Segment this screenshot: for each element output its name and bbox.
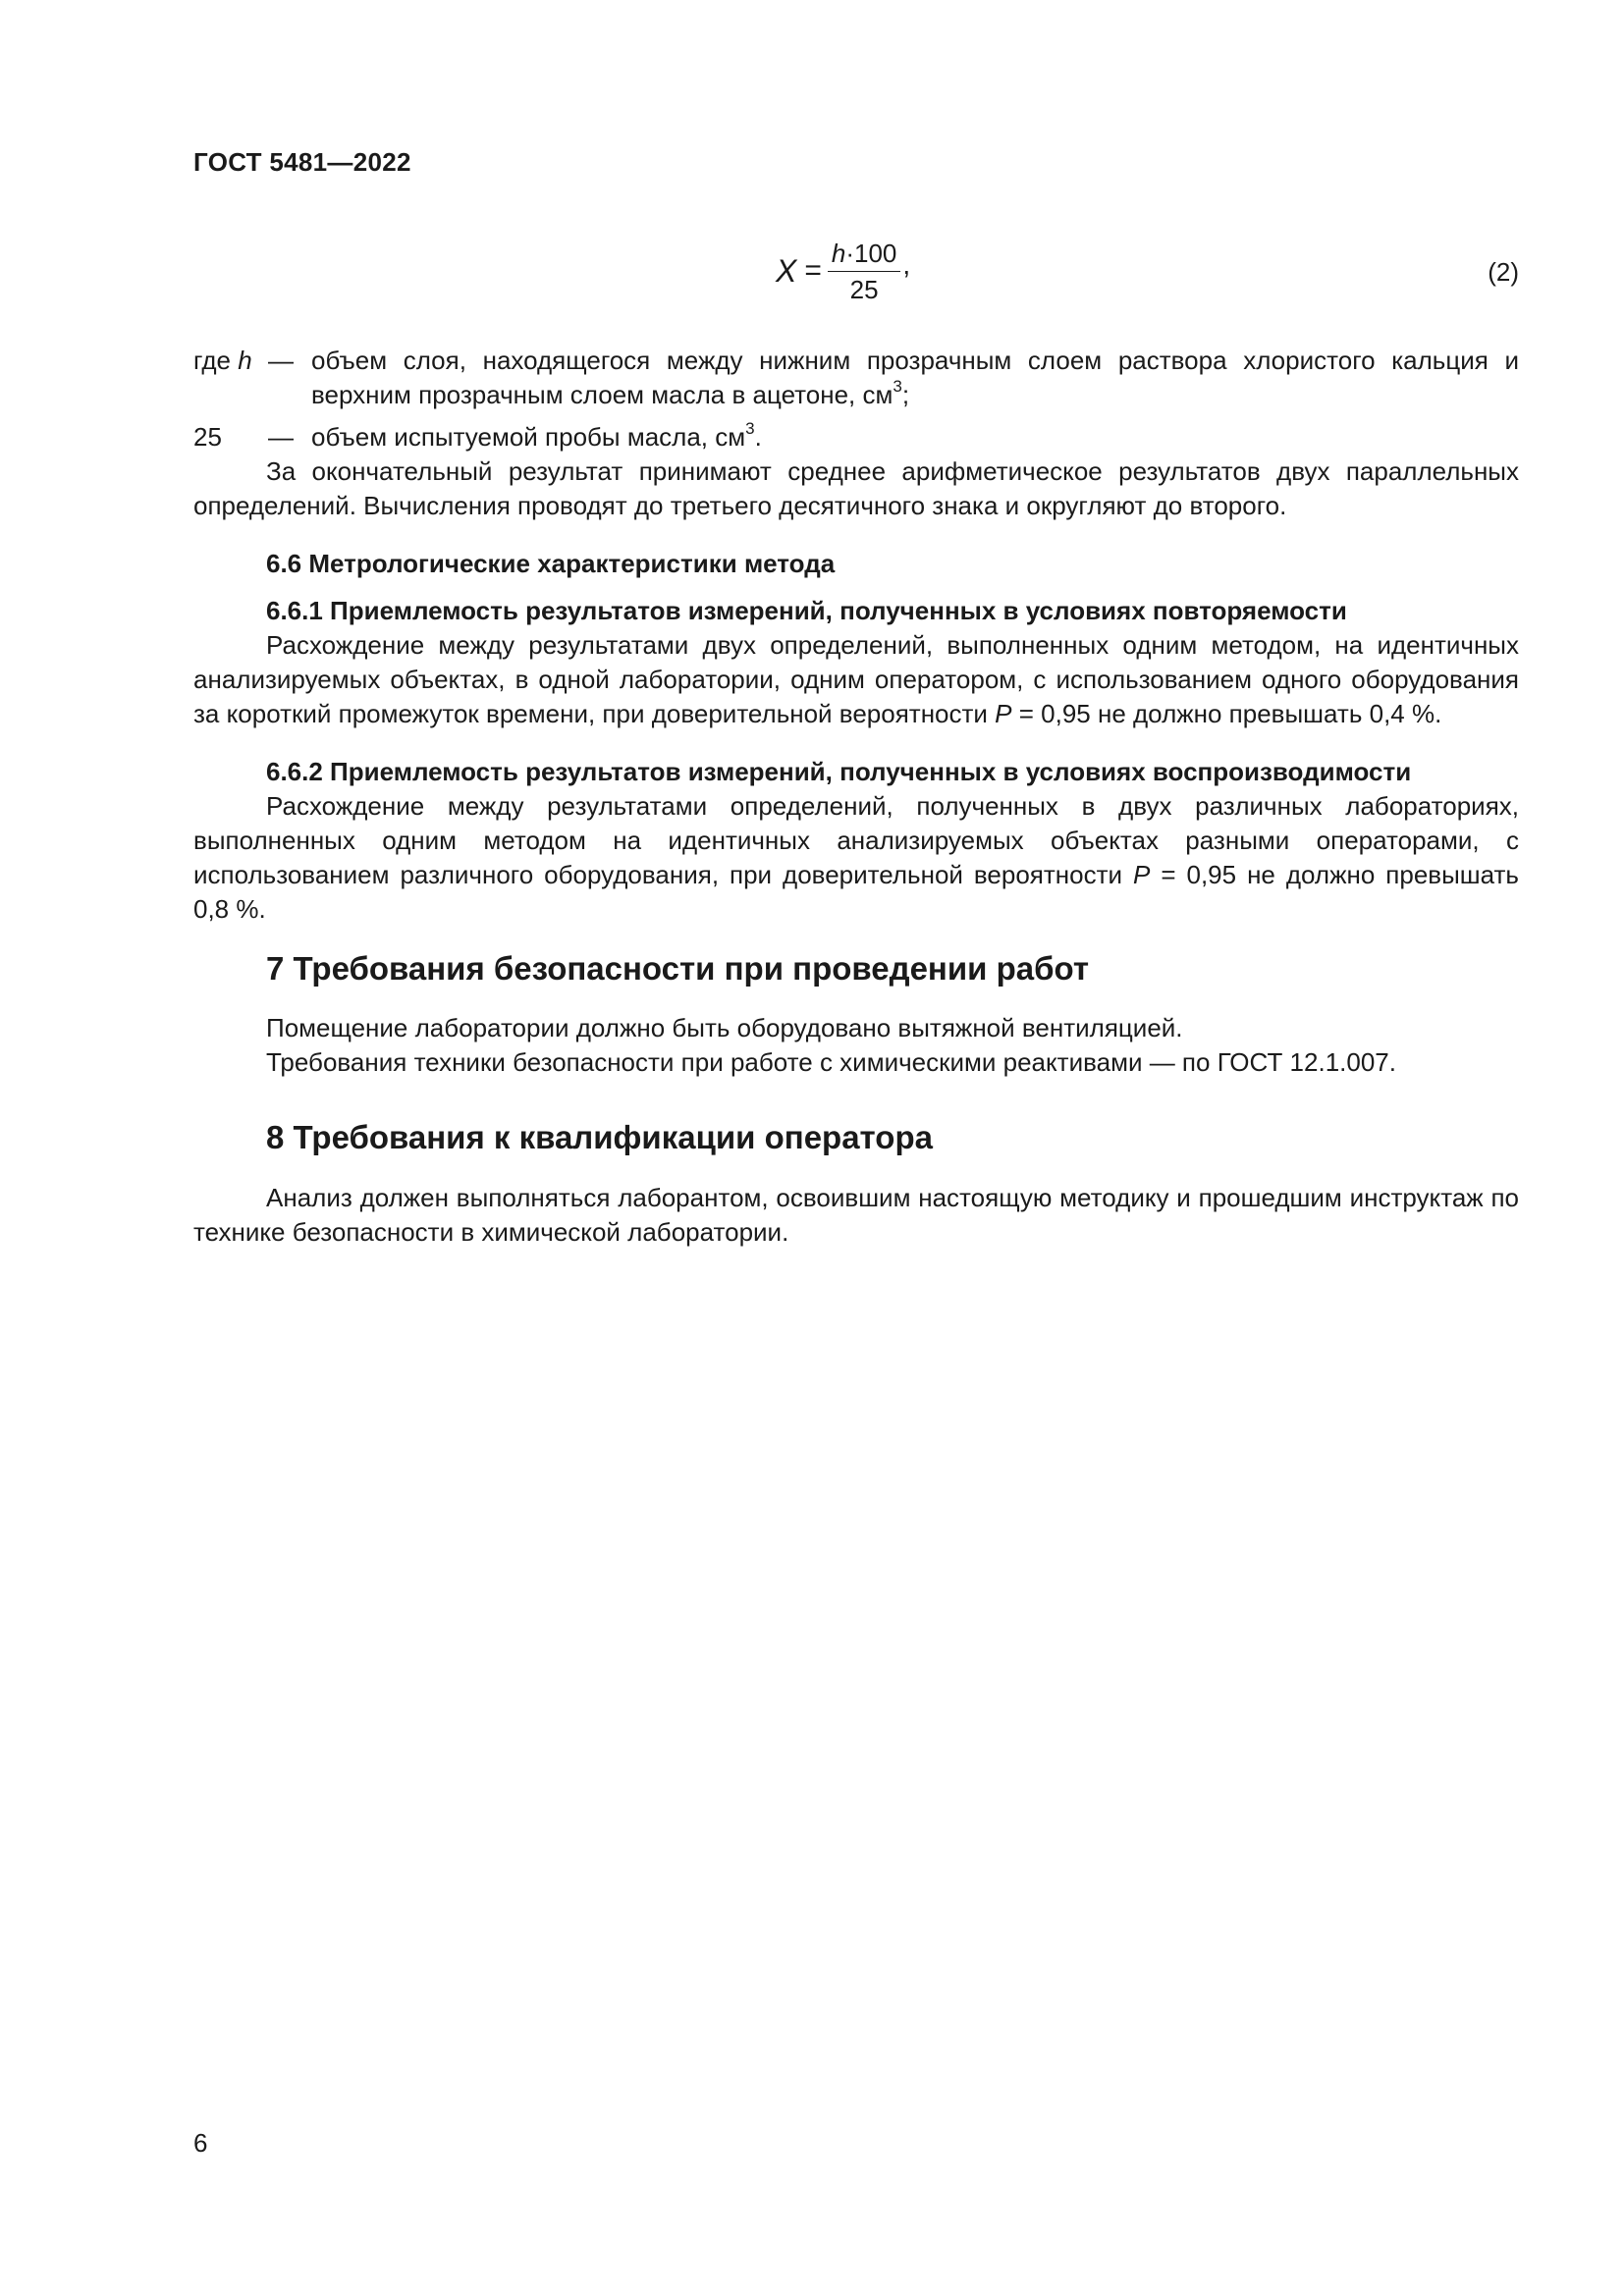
where-row-25 [193, 420, 1519, 454]
variable-p: P [1133, 860, 1151, 889]
page-number: 6 [193, 2128, 208, 2158]
where-text [311, 420, 1519, 454]
where-dash: — [268, 422, 294, 452]
formula-numerator [828, 238, 901, 269]
heading-section-7: 7 Требования безопасности при проведении работ [266, 950, 1089, 987]
heading-6-6: 6.6 Метрологические характеристики метода [266, 549, 836, 578]
where-superscript: 3 [745, 419, 755, 438]
formula-trailing: , [902, 249, 911, 280]
paragraph-7-line-1: Помещение лаборатории должно быть оборудовано вытяжной вентиляцией. [266, 1013, 1183, 1042]
formula-fraction [828, 238, 901, 305]
formula [776, 232, 910, 310]
formula-numerator-rest: ·100 [845, 238, 897, 268]
where-text-body: объем слоя, находящегося между нижним прозрачным слоем раствора хлористого кальция и верхним прозрачным слоем масла в ацетоне, см [311, 346, 1519, 409]
where-text-body: объем испытуемой пробы масла, см [311, 422, 746, 452]
where-text-end: . [754, 422, 762, 452]
where-dash: — [268, 346, 294, 375]
where-prefix: где [193, 346, 231, 375]
paragraph-6-6-1-text-a: Расхождение между результатами двух определений, выполненных одним методом, на идентичных анализируемых объектах, в одной лаборатории, одним оператором, с использованием одного оборудования за короткий промежуток времени, при доверительной вероятности [193, 630, 1519, 728]
heading-6-6-1: 6.6.1 Приемлемость результатов измерений, полученных в условиях повторяемости [266, 596, 1347, 625]
formula-lhs: X [776, 252, 797, 289]
where-symbol: 25 [193, 422, 222, 452]
heading-section-8: 8 Требования к квалификации оператора [266, 1119, 933, 1155]
where-superscript: 3 [893, 377, 902, 396]
where-text [311, 344, 1519, 412]
paragraph-6-6-1 [193, 628, 1519, 731]
formula-fraction-bar [828, 271, 901, 272]
paragraph-6-6-2-text-b: = 0,95 не должно превышать 0,8 %. [193, 860, 1519, 924]
where-text-end: ; [901, 380, 910, 409]
paragraph-7-line-2: Требования техники безопасности при работе с химическими реактивами — по ГОСТ 12.1.007. [266, 1047, 1396, 1077]
where-row-h [193, 344, 1519, 412]
running-head: ГОСТ 5481—2022 [193, 147, 411, 177]
formula-number: (2) [1488, 257, 1519, 287]
heading-6-6-2: 6.6.2 Приемлемость результатов измерений, полученных в условиях воспроизводимости [266, 757, 1412, 786]
formula-numerator-var: h [831, 238, 846, 268]
where-symbol [193, 344, 268, 412]
paragraph-final-result: За окончательный результат принимают среднее арифметическое результатов двух параллельных определений. Вычисления проводят до третьего десятичного знака и округляют до второго. [193, 456, 1519, 520]
where-symbol-h: h [238, 346, 252, 375]
paragraph-8: Анализ должен выполняться лаборантом, освоившим настоящую методику и прошедшим инструктаж по технике безопасности в химической лаборатории. [193, 1183, 1519, 1247]
formula-equals: = [804, 254, 822, 287]
variable-p: P [995, 699, 1012, 728]
paragraph-6-6-1-text-b: = 0,95 не должно превышать 0,4 %. [1011, 699, 1442, 728]
paragraph-6-6-2-text-a: Расхождение между результатами определений, полученных в двух различных лабораториях, выполненных одним методом на идентичных анализируемых объектах разными операторами, с использованием различного оборудования, при доверительной вероятности [193, 791, 1519, 889]
formula-denominator: 25 [849, 274, 879, 304]
paragraph-6-6-2 [193, 789, 1519, 927]
